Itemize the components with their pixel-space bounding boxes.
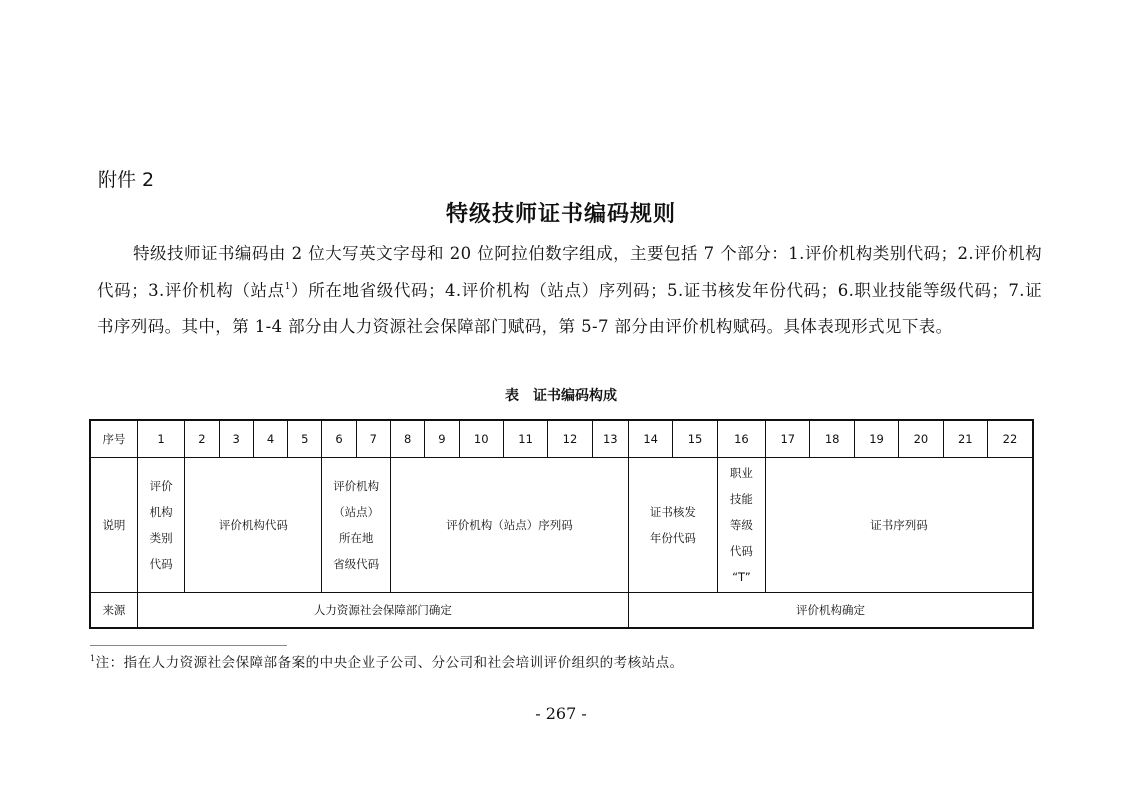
segment-line: （站点） [333, 505, 380, 519]
position-cell: 18 [810, 420, 854, 458]
position-cell: 7 [356, 420, 390, 458]
source-evaluator: 评价机构确定 [628, 593, 1033, 629]
table-row-source [90, 593, 1033, 629]
position-cell: 13 [592, 420, 628, 458]
table-row-description [90, 458, 1033, 593]
document-title: 特级技师证书编码规则 [445, 202, 676, 227]
position-cell: 6 [322, 420, 356, 458]
position-cell: 19 [854, 420, 898, 458]
code-structure-table [89, 419, 1034, 629]
segment-line: 年份代码 [649, 531, 696, 545]
position-cell: 12 [548, 420, 592, 458]
footnote-text: 注：指在人力资源社会保障部备案的中央企业子公司、分公司和社会培训评价组织的考核站点。 [95, 655, 684, 671]
segment-issue-year [628, 458, 717, 593]
position-cell: 22 [987, 420, 1033, 458]
position-cell: 9 [425, 420, 459, 458]
source-hrss: 人力资源社会保障部门确定 [137, 593, 628, 629]
segment-line: 等级 [729, 518, 753, 532]
position-cell: 17 [766, 420, 810, 458]
segment-line: 证书核发 [649, 505, 696, 519]
segment-institution-type [137, 458, 184, 593]
position-cell: 1 [137, 420, 184, 458]
footnote [90, 653, 684, 673]
row-label-description: 说明 [90, 458, 137, 593]
segment-line: 评价 [149, 479, 173, 493]
segment-line: 代码 [729, 544, 753, 558]
segment-line: “T” [732, 570, 751, 584]
segment-line: 类别 [149, 531, 173, 545]
position-cell: 14 [628, 420, 672, 458]
segment-station-serial [390, 458, 628, 593]
position-cell: 3 [219, 420, 253, 458]
position-cell: 21 [943, 420, 987, 458]
footnote-reference: 1 [284, 281, 291, 292]
segment-line: 评价机构代码 [218, 518, 288, 532]
position-cell: 11 [503, 420, 547, 458]
position-cell: 20 [899, 420, 943, 458]
position-cell: 4 [253, 420, 287, 458]
segment-province-code [322, 458, 391, 593]
segment-line: 代码 [149, 557, 173, 571]
position-cell: 5 [288, 420, 322, 458]
footnote-divider [90, 645, 287, 646]
position-cell: 10 [459, 420, 503, 458]
page-number: - 267 - [535, 704, 587, 723]
segment-line: 所在地 [338, 531, 374, 545]
attachment-label: 附件 2 [98, 169, 155, 191]
row-label-source: 来源 [90, 593, 137, 629]
intro-text-part1: 特级技师证书编码由 2 位大写英文字母和 20 位阿拉伯数字组成，主要包括 7 个部分：1.评价机构类别代码；2.评价机构代码；3.评价机构（站点 [97, 244, 1042, 300]
footnote-marker: 1 [90, 654, 96, 663]
segment-line: 技能 [729, 492, 753, 506]
segment-line: 机构 [149, 505, 173, 519]
segment-line: 职业 [729, 466, 753, 480]
row-label-index: 序号 [90, 420, 137, 458]
intro-paragraph [97, 236, 1042, 346]
segment-skill-level [717, 458, 765, 593]
position-cell: 8 [390, 420, 424, 458]
position-cell: 2 [185, 420, 219, 458]
segment-line: 证书序列码 [870, 518, 928, 532]
segment-institution-code [185, 458, 322, 593]
table-row-index [90, 420, 1033, 458]
segment-certificate-serial [766, 458, 1033, 593]
intro-text-part2: ）所在地省级代码；4.评价机构（站点）序列码；5.证书核发年份代码；6.职业技能等级代码；7.证书序列码。其中，第 1-4 部分由人力资源社会保障部门赋码，第 5-7 部分由评价机构赋码。具体表现形式见下表。 [97, 280, 1043, 336]
segment-line: 评价机构 [333, 479, 380, 493]
segment-line: 评价机构（站点）序列码 [446, 518, 573, 532]
position-cell: 16 [717, 420, 765, 458]
table-caption: 表 证书编码构成 [505, 388, 617, 404]
position-cell: 15 [673, 420, 717, 458]
segment-line: 省级代码 [333, 557, 380, 571]
